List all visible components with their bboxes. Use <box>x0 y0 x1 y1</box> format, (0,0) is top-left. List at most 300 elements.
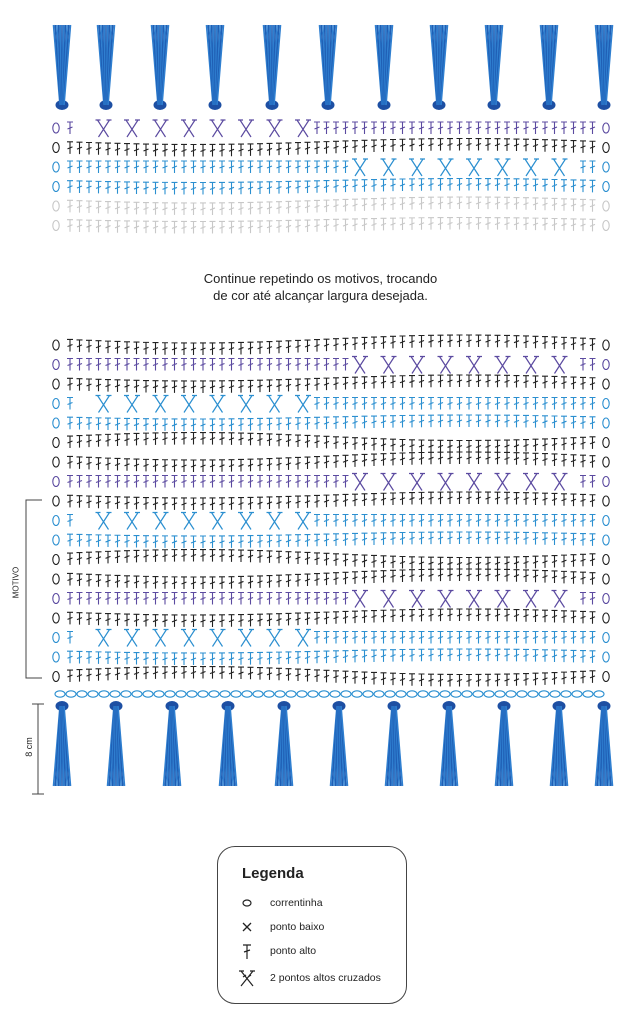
double-crochet-symbol <box>77 613 83 625</box>
chain-symbol <box>53 652 59 662</box>
double-crochet-symbol <box>552 556 558 568</box>
double-crochet-symbol <box>504 122 510 134</box>
double-crochet-symbol <box>352 650 358 662</box>
double-crochet-symbol <box>333 456 339 468</box>
double-crochet-symbol <box>172 615 178 627</box>
double-crochet-symbol <box>153 536 159 548</box>
double-crochet-symbol <box>438 515 444 527</box>
double-crochet-symbol <box>67 651 73 663</box>
double-crochet-symbol <box>552 493 558 505</box>
chain-symbol <box>603 221 609 231</box>
double-crochet-symbol <box>419 570 425 582</box>
foundation-chain <box>341 691 351 697</box>
chain-symbol <box>53 360 59 370</box>
double-crochet-symbol <box>580 611 586 623</box>
legend-item <box>236 893 323 913</box>
double-crochet-symbol <box>514 515 520 527</box>
double-crochet-symbol <box>257 144 263 156</box>
double-crochet-symbol <box>153 460 159 472</box>
double-crochet-symbol <box>504 218 510 230</box>
double-crochet-symbol <box>105 434 111 446</box>
double-crochet-symbol <box>580 534 586 546</box>
crossed-stitch-symbol <box>181 513 197 530</box>
double-crochet-symbol <box>162 359 168 371</box>
double-crochet-symbol <box>257 182 263 194</box>
double-crochet-symbol <box>314 417 320 429</box>
double-crochet-symbol <box>457 452 463 464</box>
double-crochet-symbol <box>485 674 491 686</box>
double-crochet-symbol <box>352 494 358 506</box>
double-crochet-symbol <box>124 535 130 547</box>
double-crochet-symbol <box>447 649 453 661</box>
double-crochet-symbol <box>115 593 121 605</box>
double-crochet-symbol <box>181 419 187 431</box>
double-crochet-symbol <box>134 614 140 626</box>
double-crochet-symbol <box>419 532 425 544</box>
double-crochet-symbol <box>267 551 273 563</box>
foundation-chain <box>231 691 241 697</box>
double-crochet-symbol <box>409 453 415 465</box>
double-crochet-symbol <box>561 454 567 466</box>
foundation-chain <box>77 691 87 697</box>
double-crochet-symbol <box>219 577 225 589</box>
double-crochet-symbol <box>514 179 520 191</box>
double-crochet-symbol <box>295 574 301 586</box>
double-crochet-symbol <box>390 515 396 527</box>
double-crochet-symbol <box>153 182 159 194</box>
double-crochet-symbol <box>362 377 368 389</box>
foundation-chain <box>572 691 582 697</box>
double-crochet-symbol <box>580 455 586 467</box>
double-crochet-symbol <box>229 203 235 215</box>
double-crochet-symbol <box>485 569 491 581</box>
double-crochet-symbol <box>362 337 368 349</box>
double-crochet-symbol <box>390 416 396 428</box>
foundation-chain <box>220 691 230 697</box>
double-crochet-symbol <box>419 415 425 427</box>
double-crochet-symbol <box>561 219 567 231</box>
double-crochet-symbol <box>552 650 558 662</box>
double-crochet-symbol <box>153 476 159 488</box>
double-crochet-symbol <box>200 182 206 194</box>
double-crochet-symbol <box>67 220 73 232</box>
double-crochet-symbol <box>305 418 311 430</box>
double-crochet-symbol <box>381 179 387 191</box>
double-crochet-symbol <box>457 122 463 134</box>
double-crochet-symbol <box>343 671 349 683</box>
double-crochet-symbol <box>267 380 273 392</box>
double-crochet-symbol <box>314 534 320 546</box>
double-crochet-symbol <box>77 340 83 352</box>
chain-symbol <box>603 516 609 526</box>
double-crochet-symbol <box>286 181 292 193</box>
double-crochet-symbol <box>371 398 377 410</box>
double-crochet-symbol <box>571 416 577 428</box>
double-crochet-symbol <box>561 515 567 527</box>
double-crochet-symbol <box>495 398 501 410</box>
double-crochet-symbol <box>124 182 130 194</box>
crossed-stitch-symbol <box>438 591 454 608</box>
double-crochet-symbol <box>447 440 453 452</box>
double-crochet-symbol <box>191 343 197 355</box>
double-crochet-symbol <box>153 615 159 627</box>
double-crochet-symbol <box>409 179 415 191</box>
double-crochet-symbol <box>305 142 311 154</box>
double-crochet-symbol <box>86 652 92 664</box>
double-crochet-symbol <box>343 476 349 488</box>
double-crochet-symbol <box>343 219 349 231</box>
double-crochet-symbol <box>495 415 501 427</box>
double-crochet-symbol <box>428 649 434 661</box>
double-crochet-symbol <box>476 197 482 209</box>
double-crochet-icon <box>236 941 258 961</box>
double-crochet-symbol <box>476 335 482 347</box>
crossed-stitch-symbol <box>438 357 454 374</box>
double-crochet-symbol <box>419 218 425 230</box>
double-crochet-symbol <box>409 532 415 544</box>
double-crochet-symbol <box>257 418 263 430</box>
crossed-stitch-symbol <box>124 513 140 530</box>
crossed-stitch-symbol <box>295 396 311 413</box>
double-crochet-symbol <box>352 533 358 545</box>
double-crochet-symbol <box>143 498 149 510</box>
double-crochet-symbol <box>495 335 501 347</box>
crossed-stitch-symbol <box>124 120 140 137</box>
double-crochet-symbol <box>580 554 586 566</box>
double-crochet-symbol <box>295 418 301 430</box>
double-crochet-symbol <box>295 476 301 488</box>
double-crochet-symbol <box>485 415 491 427</box>
double-crochet-symbol <box>571 572 577 584</box>
double-crochet-symbol <box>286 652 292 664</box>
double-crochet-symbol <box>105 380 111 392</box>
double-crochet-symbol <box>466 179 472 191</box>
double-crochet-symbol <box>542 179 548 191</box>
double-crochet-symbol <box>143 476 149 488</box>
double-crochet-symbol <box>286 496 292 508</box>
double-crochet-symbol <box>295 359 301 371</box>
chain-symbol <box>603 613 609 623</box>
double-crochet-symbol <box>96 201 102 213</box>
foundation-chain <box>165 691 175 697</box>
double-crochet-symbol <box>580 122 586 134</box>
double-crochet-symbol <box>390 453 396 465</box>
double-crochet-symbol <box>219 221 225 233</box>
double-crochet-symbol <box>514 674 520 686</box>
foundation-chain <box>66 691 76 697</box>
double-crochet-symbol <box>438 415 444 427</box>
double-crochet-symbol <box>571 632 577 644</box>
double-crochet-symbol <box>219 359 225 371</box>
double-crochet-symbol <box>457 139 463 151</box>
chain-symbol <box>603 379 609 389</box>
double-crochet-symbol <box>143 667 149 679</box>
double-crochet-symbol <box>248 359 254 371</box>
double-crochet-symbol <box>67 456 73 468</box>
double-crochet-symbol <box>447 532 453 544</box>
double-crochet-symbol <box>67 436 73 448</box>
crossed-stitch-symbol <box>267 396 283 413</box>
double-crochet-symbol <box>267 434 273 446</box>
double-crochet-symbol <box>400 398 406 410</box>
double-crochet-symbol <box>295 457 301 469</box>
double-crochet-symbol <box>162 498 168 510</box>
double-crochet-symbol <box>428 218 434 230</box>
double-crochet-symbol <box>485 335 491 347</box>
double-crochet-symbol <box>267 182 273 194</box>
double-crochet-symbol <box>523 515 529 527</box>
double-crochet-symbol <box>86 201 92 213</box>
double-crochet-symbol <box>343 377 349 389</box>
double-crochet-symbol <box>523 632 529 644</box>
double-crochet-symbol <box>314 593 320 605</box>
double-crochet-symbol <box>533 570 539 582</box>
double-crochet-symbol <box>400 218 406 230</box>
double-crochet-symbol <box>314 200 320 212</box>
double-crochet-symbol <box>504 398 510 410</box>
double-crochet-symbol <box>210 381 216 393</box>
double-crochet-symbol <box>324 553 330 565</box>
double-crochet-symbol <box>362 122 368 134</box>
double-crochet-symbol <box>124 342 130 354</box>
double-crochet-symbol <box>447 218 453 230</box>
double-crochet-symbol <box>371 140 377 152</box>
double-crochet-symbol <box>229 161 235 173</box>
crossed-stitch-symbol <box>381 159 397 176</box>
double-crochet-symbol <box>542 337 548 349</box>
double-crochet-symbol <box>542 610 548 622</box>
double-crochet-symbol <box>143 433 149 445</box>
double-crochet-symbol <box>105 143 111 155</box>
double-crochet-symbol <box>533 416 539 428</box>
double-crochet-symbol <box>466 609 472 621</box>
double-crochet-symbol <box>210 593 216 605</box>
double-crochet-symbol <box>181 433 187 445</box>
double-crochet-symbol <box>286 575 292 587</box>
double-crochet-symbol <box>419 122 425 134</box>
double-crochet-symbol <box>200 460 206 472</box>
double-crochet-symbol <box>580 437 586 449</box>
double-crochet-symbol <box>400 139 406 151</box>
double-crochet-symbol <box>314 515 320 527</box>
double-crochet-symbol <box>533 610 539 622</box>
double-crochet-symbol <box>191 593 197 605</box>
double-crochet-symbol <box>200 550 206 562</box>
double-crochet-symbol <box>124 497 130 509</box>
foundation-chain <box>297 691 307 697</box>
double-crochet-symbol <box>485 440 491 452</box>
foundation-chain <box>440 691 450 697</box>
double-crochet-symbol <box>86 435 92 447</box>
foundation-chain <box>517 691 527 697</box>
double-crochet-symbol <box>248 433 254 445</box>
foundation-chain <box>429 691 439 697</box>
double-crochet-symbol <box>419 632 425 644</box>
foundation-chain <box>363 691 373 697</box>
double-crochet-symbol <box>381 140 387 152</box>
double-crochet-symbol <box>343 359 349 371</box>
double-crochet-symbol <box>333 141 339 153</box>
double-crochet-symbol <box>267 535 273 547</box>
double-crochet-symbol <box>219 476 225 488</box>
crossed-stitch-symbol <box>438 474 454 491</box>
double-crochet-symbol <box>590 180 596 192</box>
double-crochet-symbol <box>485 532 491 544</box>
double-crochet-symbol <box>457 632 463 644</box>
double-crochet-symbol <box>210 182 216 194</box>
double-crochet-symbol <box>324 651 330 663</box>
double-crochet-symbol <box>533 632 539 644</box>
double-crochet-symbol <box>248 161 254 173</box>
double-crochet-symbol <box>533 179 539 191</box>
double-crochet-symbol <box>314 398 320 410</box>
double-crochet-symbol <box>105 359 111 371</box>
double-crochet-symbol <box>514 649 520 661</box>
crossed-stitch-symbol <box>381 591 397 608</box>
crossed-stitch-symbol <box>495 474 511 491</box>
double-crochet-symbol <box>590 495 596 507</box>
double-crochet-symbol <box>77 496 83 508</box>
double-crochet-symbol <box>438 218 444 230</box>
double-crochet-symbol <box>229 653 235 665</box>
double-crochet-symbol <box>219 593 225 605</box>
foundation-chain <box>374 691 384 697</box>
double-crochet-symbol <box>229 182 235 194</box>
double-crochet-symbol <box>105 476 111 488</box>
crossed-stitch-symbol <box>124 630 140 647</box>
double-crochet-symbol <box>476 440 482 452</box>
foundation-chain <box>462 691 472 697</box>
double-crochet-symbol <box>276 359 282 371</box>
double-crochet-symbol <box>267 459 273 471</box>
double-crochet-symbol <box>86 574 92 586</box>
chain-symbol <box>53 535 59 545</box>
double-crochet-symbol <box>428 440 434 452</box>
double-crochet-symbol <box>523 674 529 686</box>
double-crochet-symbol <box>286 161 292 173</box>
double-crochet-symbol <box>533 218 539 230</box>
double-crochet-symbol <box>438 440 444 452</box>
crossed-stitch-symbol <box>238 513 254 530</box>
double-crochet-symbol <box>419 179 425 191</box>
double-crochet-symbol <box>219 550 225 562</box>
double-crochet-symbol <box>485 649 491 661</box>
double-crochet-symbol <box>466 452 472 464</box>
double-crochet-symbol <box>542 398 548 410</box>
double-crochet-symbol <box>77 417 83 429</box>
double-crochet-symbol <box>580 359 586 371</box>
double-crochet-symbol <box>143 615 149 627</box>
double-crochet-symbol <box>533 673 539 685</box>
double-crochet-symbol <box>476 398 482 410</box>
double-crochet-symbol <box>295 652 301 664</box>
double-crochet-symbol <box>561 199 567 211</box>
double-crochet-symbol <box>390 493 396 505</box>
double-crochet-symbol <box>248 221 254 233</box>
double-crochet-symbol <box>495 179 501 191</box>
double-crochet-symbol <box>590 612 596 624</box>
double-crochet-symbol <box>580 632 586 644</box>
double-crochet-symbol <box>295 552 301 564</box>
double-crochet-symbol <box>457 532 463 544</box>
double-crochet-symbol <box>457 197 463 209</box>
double-crochet-symbol <box>466 515 472 527</box>
double-crochet-symbol <box>390 610 396 622</box>
double-crochet-symbol <box>267 161 273 173</box>
double-crochet-symbol <box>514 493 520 505</box>
double-crochet-symbol <box>485 609 491 621</box>
double-crochet-symbol <box>419 674 425 686</box>
foundation-chain <box>539 691 549 697</box>
double-crochet-symbol <box>286 593 292 605</box>
double-crochet-symbol <box>96 652 102 664</box>
double-crochet-symbol <box>419 139 425 151</box>
double-crochet-symbol <box>314 457 320 469</box>
double-crochet-symbol <box>219 433 225 445</box>
double-crochet-symbol <box>504 609 510 621</box>
double-crochet-symbol <box>466 197 472 209</box>
foundation-chain <box>198 691 208 697</box>
double-crochet-symbol <box>305 552 311 564</box>
double-crochet-symbol <box>172 433 178 445</box>
double-crochet-symbol <box>552 198 558 210</box>
double-crochet-symbol <box>172 381 178 393</box>
double-crochet-symbol <box>305 669 311 681</box>
double-crochet-symbol <box>96 496 102 508</box>
double-crochet-symbol <box>390 122 396 134</box>
double-crochet-symbol <box>257 434 263 446</box>
double-crochet-symbol <box>134 593 140 605</box>
double-crochet-symbol <box>305 201 311 213</box>
double-crochet-symbol <box>77 379 83 391</box>
double-crochet-symbol <box>257 359 263 371</box>
double-crochet-symbol <box>476 532 482 544</box>
double-crochet-symbol <box>362 140 368 152</box>
double-crochet-symbol <box>457 218 463 230</box>
double-crochet-symbol <box>134 550 140 562</box>
double-crochet-symbol <box>400 122 406 134</box>
double-crochet-symbol <box>305 181 311 193</box>
double-crochet-symbol <box>276 434 282 446</box>
double-crochet-symbol <box>210 460 216 472</box>
double-crochet-symbol <box>542 376 548 388</box>
double-crochet-symbol <box>381 439 387 451</box>
double-crochet-symbol <box>438 398 444 410</box>
double-crochet-symbol <box>409 122 415 134</box>
crossed-stitch-symbol <box>210 120 226 137</box>
double-crochet-symbol <box>305 652 311 664</box>
legend-title: Legenda <box>242 865 304 882</box>
double-crochet-symbol <box>343 494 349 506</box>
double-crochet-symbol <box>381 416 387 428</box>
double-crochet-symbol <box>267 342 273 354</box>
crossed-stitch-symbol <box>267 630 283 647</box>
double-crochet-symbol <box>67 573 73 585</box>
double-crochet-symbol <box>333 417 339 429</box>
double-crochet-symbol <box>162 144 168 156</box>
double-crochet-symbol <box>314 495 320 507</box>
double-crochet-symbol <box>561 632 567 644</box>
crossed-stitch-symbol <box>466 357 482 374</box>
double-crochet-symbol <box>86 613 92 625</box>
crossed-stitch-symbol <box>552 159 568 176</box>
double-crochet-symbol <box>438 197 444 209</box>
double-crochet-symbol <box>590 219 596 231</box>
crossed-stitch-symbol <box>381 357 397 374</box>
double-crochet-symbol <box>580 671 586 683</box>
double-crochet-symbol <box>324 534 330 546</box>
double-crochet-symbol <box>371 122 377 134</box>
